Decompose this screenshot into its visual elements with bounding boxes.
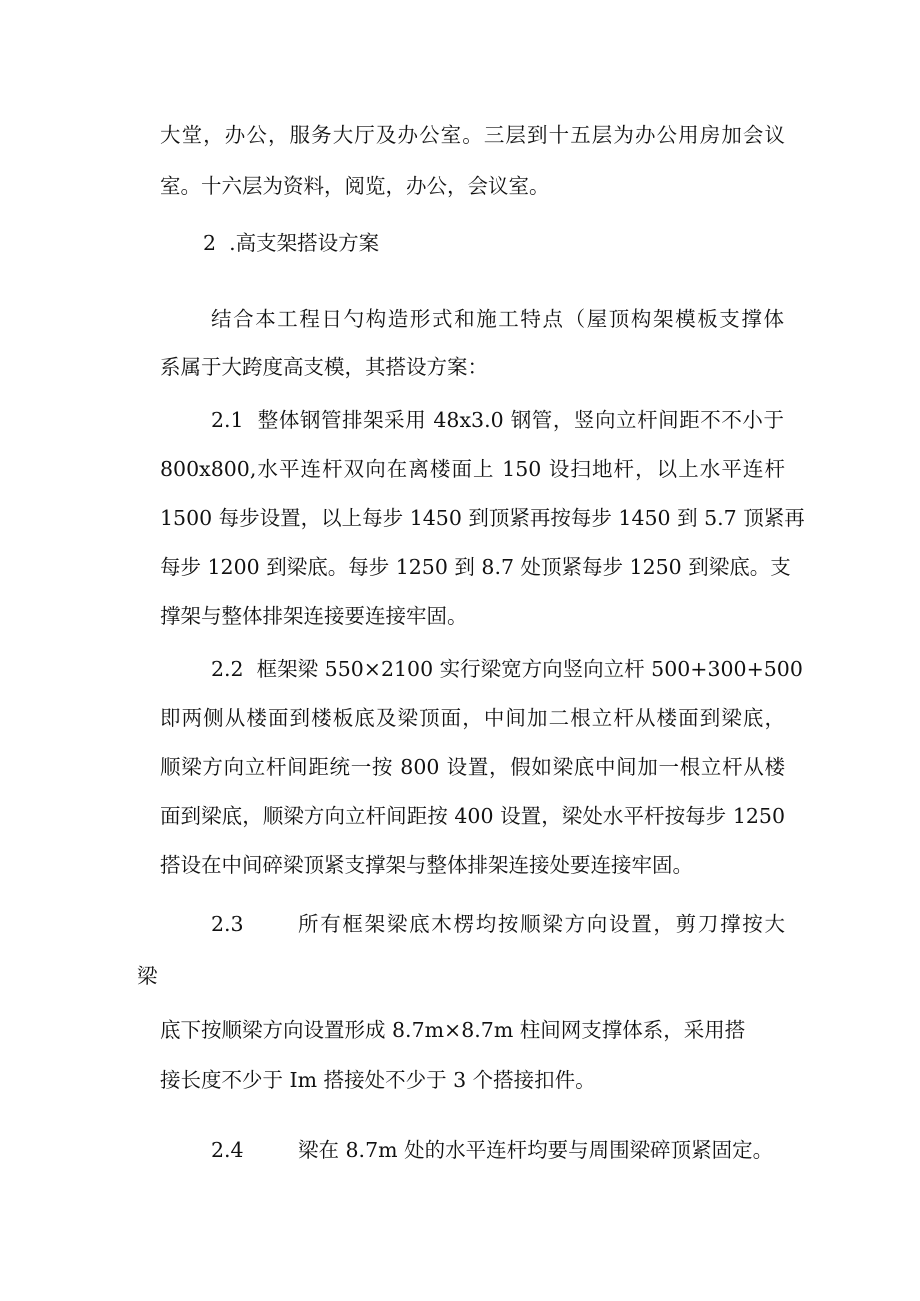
item-2-2-line-1: 2.2 框架梁 550×2100 实行梁宽方向竖向立杆 500+300+500: [211, 657, 803, 681]
section-2-heading: 2 .高支架搭设方案: [203, 231, 380, 255]
item-2-4-number: 2.4: [211, 1138, 244, 1162]
item-2-1-line-2: 800x800,水平连杆双向在离楼面上 150 设扫地杆，以上水平连杆: [160, 457, 785, 481]
paragraph-1-line-2: 室。十六层为资料，阅览，办公，会议室。: [160, 174, 550, 198]
item-2-3-line-4: 接长度不少于 Im 搭接处不少于 3 个搭接扣件。: [160, 1068, 596, 1092]
item-2-2-line-5: 搭设在中间碎梁顶紧支撑架与整体排架连接处要连接牢固。: [160, 853, 693, 877]
item-2-3-number: 2.3: [211, 912, 244, 936]
item-2-2-line-3: 顺梁方向立杆间距统一按 800 设置，假如梁底中间加一根立杆从楼: [160, 755, 785, 779]
item-2-2-line-2: 即两侧从楼面到楼板底及梁顶面，中间加二根立杆从楼面到梁底，: [160, 706, 785, 730]
item-2-2-line-4: 面到梁底，顺梁方向立杆间距按 400 设置，梁处水平杆按每步 1250: [160, 804, 785, 828]
item-2-3-line-1: 所有框架梁底木楞均按顺梁方向设置，剪刀撑按大: [298, 912, 785, 936]
item-2-1-line-5: 撑架与整体排架连接要连接牢固。: [160, 604, 468, 628]
item-2-4-line-1: 梁在 8.7m 处的水平连杆均要与周围梁碎顶紧固定。: [298, 1138, 774, 1162]
item-2-3-line-2: 梁: [137, 964, 158, 988]
item-2-1-line-1: 2.1 整体钢管排架采用 48x3.0 钢管，竖向立杆间距不不小于: [211, 408, 784, 432]
item-2-1-line-3: 1500 每步设置，以上每步 1450 到顶紧再按每步 1450 到 5.7 顶紧再: [160, 506, 805, 530]
item-2-3-line-3: 底下按顺梁方向设置形成 8.7m×8.7m 柱间网支撑体系，采用搭: [160, 1018, 746, 1042]
intro-line-2: 系属于大跨度高支模，其搭设方案：: [160, 355, 488, 379]
intro-line-1: 结合本工程日勺构造形式和施工特点（屋顶构架模板支撑体: [211, 307, 784, 331]
item-2-1-line-4: 每步 1200 到梁底。每步 1250 到 8.7 处顶紧每步 1250 到梁底。支: [160, 555, 791, 579]
paragraph-1-line-1: 大堂，办公，服务大厅及办公室。三层到十五层为办公用房加会议: [160, 123, 785, 147]
